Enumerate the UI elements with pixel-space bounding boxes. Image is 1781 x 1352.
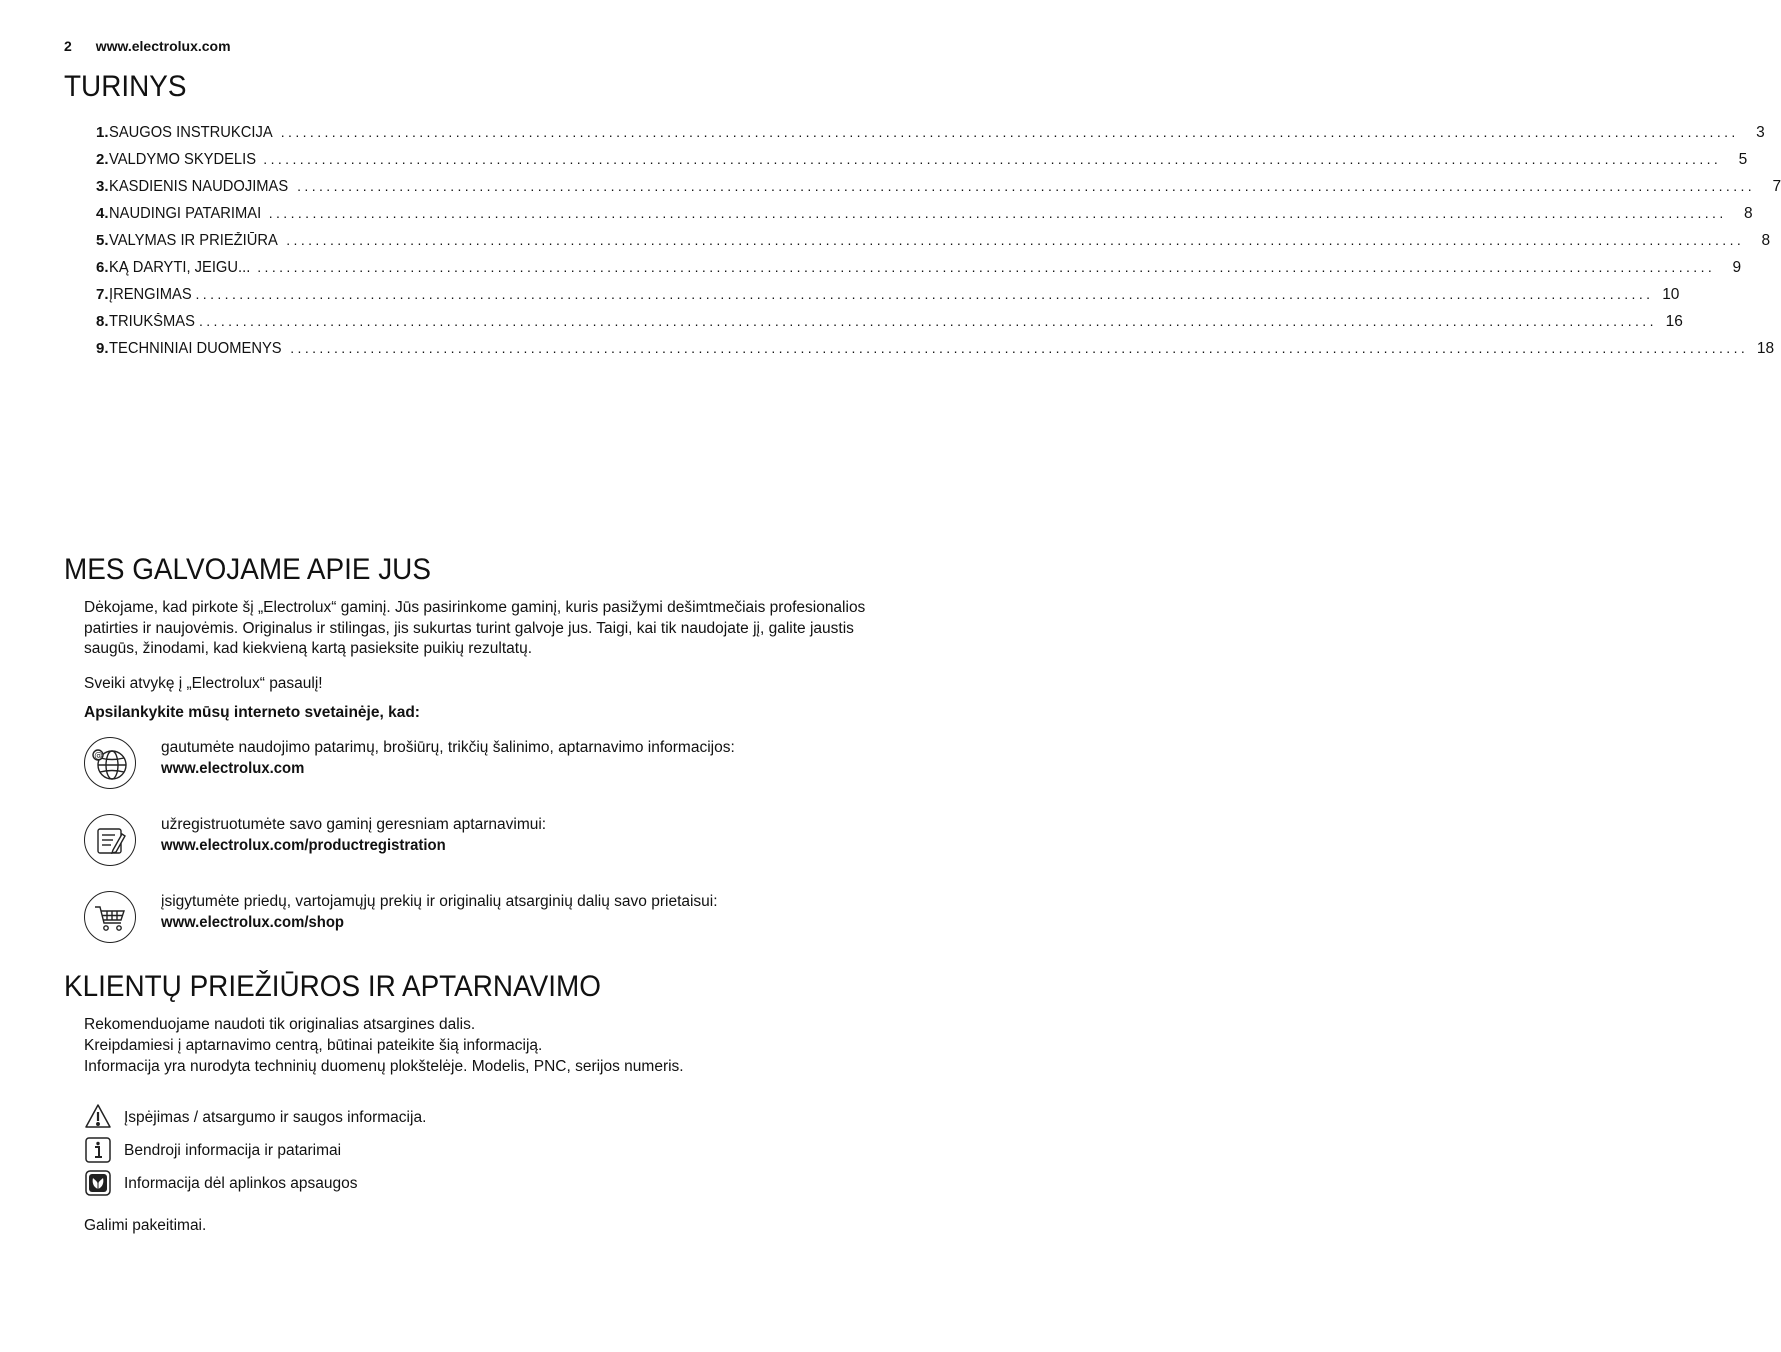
toc-item[interactable] <box>96 124 1765 151</box>
toc-item-leader: ........................................................................................................................................................................................................ <box>263 151 1722 167</box>
toc-item[interactable] <box>96 259 1742 286</box>
toc-item[interactable] <box>96 340 1775 367</box>
toc-item-number: 9. <box>96 340 109 357</box>
toc-item-title: VALDYMO SKYDELIS <box>108 151 256 168</box>
toc-item-number: 8. <box>96 313 109 330</box>
toc-item-leader: ........................................................................................................................................................................................................ <box>286 232 1745 248</box>
info-icon <box>84 1136 112 1164</box>
toc-item-title: TRIUKŠMAS <box>108 313 195 330</box>
globe-icon <box>84 737 136 789</box>
toc-item[interactable] <box>96 313 1683 340</box>
toc-item-title: NAUDINGI PATARIMAI <box>108 205 261 222</box>
toc-item-page: 5 <box>1738 151 1748 168</box>
service-title: KLIENTŲ PRIEŽIŪROS IR APTARNAVIMO <box>64 970 601 1003</box>
registration-form-icon <box>84 814 136 866</box>
environment-icon <box>84 1169 112 1197</box>
service-line-1: Rekomenduojame naudoti tik originalias atsargines dalis. <box>84 1016 476 1033</box>
toc-item-page: 3 <box>1756 124 1765 141</box>
welcome-text: Sveiki atvykę į „Electrolux“ pasaulį! <box>84 675 323 692</box>
link-shop[interactable]: www.electrolux.com/shop <box>161 914 345 931</box>
toc-item-page: 8 <box>1761 232 1771 249</box>
toc-item-title: SAUGOS INSTRUKCIJA <box>108 124 273 141</box>
toc-item[interactable] <box>96 151 1748 178</box>
visit-item-shop <box>84 891 904 947</box>
toc-item-leader: ........................................................................................................................................................................................................ <box>195 286 1654 302</box>
legend-environment-text: Informacija dėl aplinkos apsaugos <box>124 1175 358 1192</box>
toc-item-number: 2. <box>96 151 109 168</box>
page-header <box>64 38 231 54</box>
visit-item-support-text: gautumėte naudojimo patarimų, brošiūrų, trikčių šalinimo, aptarnavimo informacijos: <box>161 739 735 756</box>
toc-item-title: ĮRENGIMAS <box>108 286 192 303</box>
visit-item-shop-text: įsigytumėte priedų, vartojamųjų prekių ir originalių atsarginių dalių savo prietaisui: <box>161 893 718 910</box>
toc-item-title: VALYMAS IR PRIEŽIŪRA <box>108 232 278 249</box>
toc-item-title: TECHNINIAI DUOMENYS <box>108 340 282 357</box>
toc-item[interactable] <box>96 178 1781 205</box>
toc-item-page: 18 <box>1756 340 1775 357</box>
service-line-2: Kreipdamiesi į aptarnavimo centrą, būtinai pateikite šią informaciją. <box>84 1037 543 1054</box>
toc-item-number: 6. <box>96 259 109 276</box>
link-electrolux[interactable]: www.electrolux.com <box>161 760 305 777</box>
toc-item-leader: ........................................................................................................................................................................................................ <box>257 259 1716 275</box>
toc-item-number: 5. <box>96 232 109 249</box>
about-intro: Dėkojame, kad pirkote šį „Electrolux“ gaminį. Jūs pasirinkome gaminį, kuris pasižymi dešimtmečiais profesionalios patirties ir naujovėmis. Originalus ir stilingas, jis sukurtas turint galvoje jus. Taigi, kai tik naudojate jį, galite jaustis saugūs, žinodami, kad kiekvieną kartą pasieksite puikių rezultatų. <box>84 599 866 657</box>
toc-item-page: 8 <box>1744 205 1753 222</box>
toc-item-page: 10 <box>1662 286 1680 303</box>
svg-text:@: @ <box>94 751 103 761</box>
toc-item-title: KASDIENIS NAUDOJIMAS <box>108 178 288 195</box>
toc-item-page: 9 <box>1732 259 1742 276</box>
toc-item-page: 16 <box>1665 313 1683 330</box>
toc-item[interactable] <box>96 232 1771 259</box>
toc-item-leader: ........................................................................................................................................................................................................ <box>297 178 1756 194</box>
toc-item-number: 4. <box>96 205 109 222</box>
footer-note: Galimi pakeitimai. <box>84 1217 207 1234</box>
toc-item-leader: ........................................................................................................................................................................................................ <box>198 313 1657 329</box>
toc-item-number: 3. <box>96 178 109 195</box>
toc-item-number: 7. <box>96 286 109 303</box>
service-line-3: Informacija yra nurodyta techninių duomenų plokštelėje. Modelis, PNC, serijos numeris. <box>84 1058 684 1075</box>
about-title: MES GALVOJAME APIE JUS <box>64 553 431 586</box>
toc-item[interactable] <box>96 286 1680 313</box>
toc-item-leader: ........................................................................................................................................................................................................ <box>290 340 1749 356</box>
toc-item-leader: ........................................................................................................................................................................................................ <box>268 205 1727 221</box>
toc-item-title: KĄ DARYTI, JEIGU... <box>108 259 250 276</box>
visit-heading: Apsilankykite mūsų interneto svetainėje, kad: <box>84 704 420 721</box>
visit-item-registration <box>84 814 904 870</box>
shopping-cart-icon <box>84 891 136 943</box>
toc-item-page: 7 <box>1772 178 1781 195</box>
visit-item-support <box>84 737 904 793</box>
table-of-contents <box>96 124 1781 367</box>
page-number: 2 <box>64 38 72 54</box>
toc-item-leader: ........................................................................................................................................................................................................ <box>280 124 1739 140</box>
legend-warning-text: Įspėjimas / atsargumo ir saugos informacija. <box>124 1109 427 1126</box>
visit-item-registration-text: užregistruotumėte savo gaminį geresniam aptarnavimui: <box>161 816 547 833</box>
legend-info-text: Bendroji informacija ir patarimai <box>124 1142 342 1159</box>
header-url[interactable]: www.electrolux.com <box>95 38 231 54</box>
toc-item-number: 1. <box>96 124 109 141</box>
toc-title: TURINYS <box>64 70 187 103</box>
warning-icon <box>84 1103 112 1131</box>
link-product-registration[interactable]: www.electrolux.com/productregistration <box>161 837 446 854</box>
toc-item[interactable] <box>96 205 1753 232</box>
